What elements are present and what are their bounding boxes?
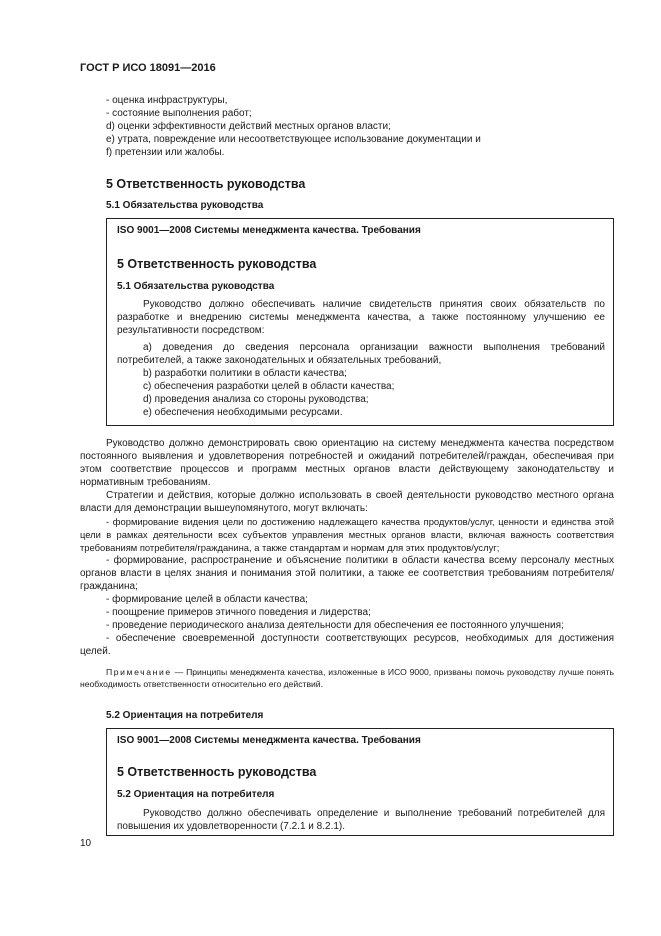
list-item: - формирование, распространение и объяснение политики в области качества всему персоналу местных органов власти в целях знания и понимания этой политики, а также ее соответствия требованиям потребителя/гражданина; bbox=[80, 555, 614, 592]
box-subsection-title: 5.2 Ориентация на потребителя bbox=[117, 789, 275, 800]
list-item: e) обеспечения необходимыми ресурсами. bbox=[143, 407, 343, 418]
list-item: e) утрата, повреждение или несоответствующее использование документации и bbox=[106, 134, 481, 145]
standard-title: ISO 9001—2008 Системы менеджмента качества. Требования bbox=[117, 735, 421, 746]
list-item: - формирование целей в области качества; bbox=[106, 594, 308, 605]
list-item: - состояние выполнения работ; bbox=[106, 108, 252, 119]
note-text: — Принципы менеджмента качества, изложенные в ИСО 9000, призваны помочь руководству лучше понять необходимость ответственности относительно его действий. bbox=[80, 667, 614, 689]
list-item: d) проведения анализа со стороны руководства; bbox=[143, 394, 369, 405]
list-item: - обеспечение своевременной доступности соответствующих ресурсов, необходимых для достижения целей. bbox=[80, 633, 614, 657]
box-list bbox=[117, 341, 605, 419]
box-section-title: 5 Ответственность руководства bbox=[117, 765, 317, 779]
list-item: - формирование видения цели по достижению надлежащего качества продуктов/услуг, ценности и единства этой цели в рамках деятельности всех субъектов управления местных органов власти, включая важность соответствия требованиям потребителя/гражданина, а также стандартам и нормам для этих продуктов/услуг; bbox=[80, 516, 614, 553]
subsection-title: 5.2 Ориентация на потребителя bbox=[106, 710, 264, 721]
box-section-title: 5 Ответственность руководства bbox=[117, 257, 317, 271]
box-subsection-title: 5.1 Обязательства руководства bbox=[117, 281, 275, 292]
intro-list bbox=[106, 94, 586, 159]
note-label: Примечание bbox=[106, 667, 172, 677]
standard-quote-box bbox=[106, 728, 614, 836]
body-paragraph: Стратегии и действия, которые должно использовать в своей деятельности руководство местного органа власти для демонстрации вышеупомянутого, могут включать: bbox=[80, 490, 614, 514]
body-paragraph: Руководство должно демонстрировать свою ориентацию на систему менеджмента качества посредством постоянного выявления и удовлетворения потребностей и ожиданий потребителей/граждан, обеспечивая при этом соответствие процессов и программ местных органов власти действующему законодательству и нормативным требованиям. bbox=[80, 438, 614, 488]
list-item: - поощрение примеров этичного поведения и лидерства; bbox=[106, 607, 371, 618]
section-title: 5 Ответственность руководства bbox=[106, 177, 306, 191]
box-paragraph: Руководство должно обеспечивать наличие свидетельств принятия своих обязательств по разработке и внедрению системы менеджмента качества, а также постоянному улучшению ее результативности посредством: bbox=[117, 299, 605, 336]
list-item: - проведение периодического анализа деятельности для обеспечения ее постоянного улучшения; bbox=[106, 620, 564, 631]
box-paragraph: Руководство должно обеспечивать определение и выполнение требований потребителей для повышения их удовлетворенности (7.2.1 и 8.2.1). bbox=[117, 808, 605, 832]
note bbox=[80, 666, 614, 690]
list-item: f) претензии или жалобы. bbox=[106, 147, 225, 158]
subsection-title: 5.1 Обязательства руководства bbox=[106, 200, 264, 211]
standard-title: ISO 9001—2008 Системы менеджмента качества. Требования bbox=[117, 225, 421, 236]
list-item: - оценка инфраструктуры, bbox=[106, 95, 228, 106]
list-item: c) обеспечения разработки целей в области качества; bbox=[143, 381, 395, 392]
list-item: b) разработки политики в области качества; bbox=[143, 368, 347, 379]
document-code: ГОСТ Р ИСО 18091—2016 bbox=[80, 62, 216, 74]
standard-quote-box bbox=[106, 218, 614, 426]
list-item: a) доведения до сведения персонала организации важности выполнения требований потребителей, а также законодательных и обязательных требований, bbox=[117, 342, 605, 366]
page-number: 10 bbox=[80, 838, 92, 849]
list-item: d) оценки эффективности действий местных органов власти; bbox=[106, 121, 391, 132]
body-list bbox=[80, 515, 614, 658]
